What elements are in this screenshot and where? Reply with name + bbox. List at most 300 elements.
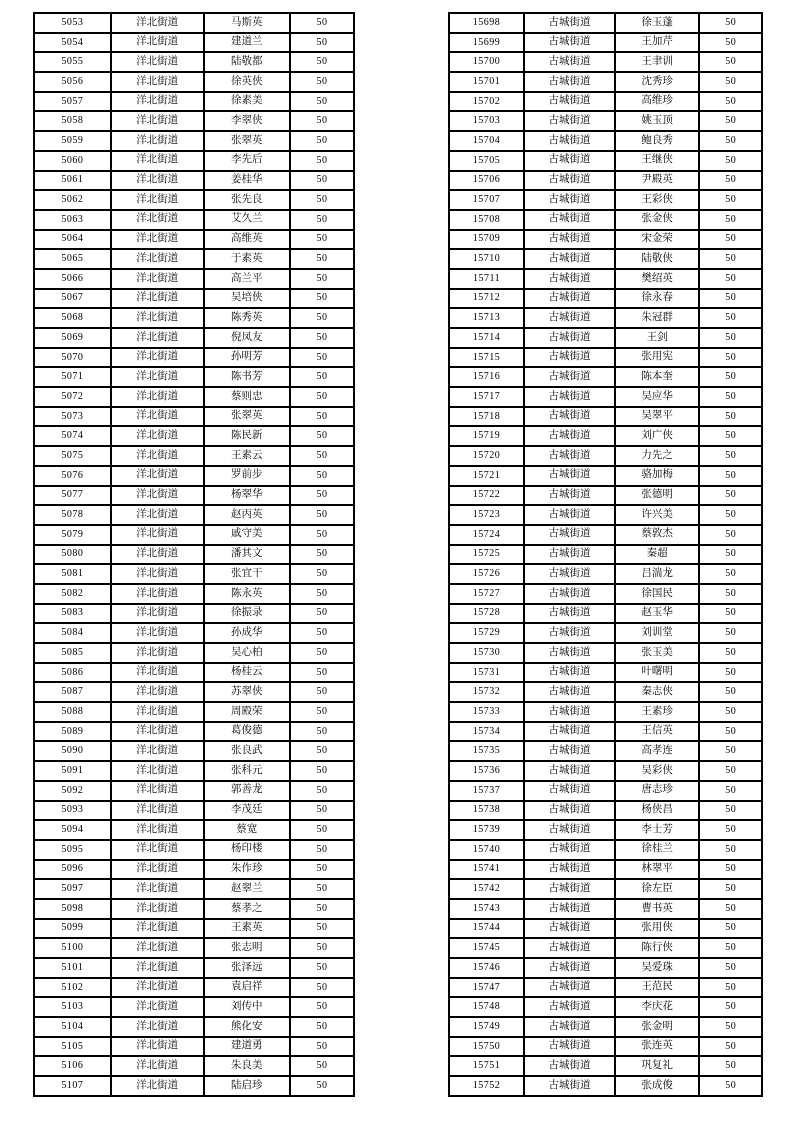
person-name-cell: 蔡敦杰 [615, 525, 700, 545]
row-id-cell: 15710 [449, 249, 524, 269]
person-name-cell: 袁启祥 [204, 978, 290, 998]
amount-cell: 50 [290, 958, 354, 978]
street-cell: 洋北街道 [111, 564, 204, 584]
amount-cell: 50 [290, 1017, 354, 1037]
street-cell: 古城街道 [524, 978, 615, 998]
row-id-cell: 15698 [449, 13, 524, 33]
table-row [449, 702, 762, 722]
person-name-cell: 唐志珍 [615, 781, 700, 801]
person-name-cell: 吴应华 [615, 387, 700, 407]
street-cell: 古城街道 [524, 348, 615, 368]
street-cell: 古城街道 [524, 505, 615, 525]
person-name-cell: 姜桂华 [204, 171, 290, 191]
table-row [34, 13, 354, 33]
street-cell: 古城街道 [524, 289, 615, 309]
amount-cell: 50 [290, 1056, 354, 1076]
street-cell: 古城街道 [524, 781, 615, 801]
table-row [34, 545, 354, 565]
person-name-cell: 张用宪 [615, 348, 700, 368]
amount-cell: 50 [699, 761, 762, 781]
person-name-cell: 张金明 [615, 1017, 700, 1037]
street-cell: 古城街道 [524, 702, 615, 722]
street-cell: 古城街道 [524, 682, 615, 702]
row-id-cell: 15751 [449, 1056, 524, 1076]
person-name-cell: 郭善龙 [204, 781, 290, 801]
table-row [34, 938, 354, 958]
street-cell: 洋北街道 [111, 289, 204, 309]
row-id-cell: 5098 [34, 899, 111, 919]
amount-cell: 50 [290, 505, 354, 525]
table-row [34, 407, 354, 427]
table-row [449, 722, 762, 742]
person-name-cell: 王继侠 [615, 151, 700, 171]
table-row [34, 761, 354, 781]
table-row [449, 72, 762, 92]
person-name-cell: 王范民 [615, 978, 700, 998]
amount-cell: 50 [699, 643, 762, 663]
row-id-cell: 5067 [34, 289, 111, 309]
person-name-cell: 戚守美 [204, 525, 290, 545]
table-row [449, 367, 762, 387]
street-cell: 洋北街道 [111, 879, 204, 899]
table-row [34, 486, 354, 506]
amount-cell: 50 [290, 1037, 354, 1057]
table-row [34, 328, 354, 348]
row-id-cell: 5076 [34, 466, 111, 486]
table-row [34, 722, 354, 742]
row-id-cell: 15733 [449, 702, 524, 722]
table-row [449, 328, 762, 348]
amount-cell: 50 [290, 682, 354, 702]
street-cell: 古城街道 [524, 72, 615, 92]
row-id-cell: 15720 [449, 446, 524, 466]
amount-cell: 50 [699, 131, 762, 151]
amount-cell: 50 [290, 52, 354, 72]
table-row [34, 1076, 354, 1096]
table-row [34, 446, 354, 466]
row-id-cell: 5100 [34, 938, 111, 958]
amount-cell: 50 [290, 171, 354, 191]
amount-cell: 50 [699, 387, 762, 407]
table-row [34, 682, 354, 702]
amount-cell: 50 [290, 722, 354, 742]
person-name-cell: 骆加梅 [615, 466, 700, 486]
amount-cell: 50 [699, 702, 762, 722]
street-cell: 古城街道 [524, 387, 615, 407]
person-name-cell: 葛俊德 [204, 722, 290, 742]
amount-cell: 50 [699, 407, 762, 427]
row-id-cell: 15741 [449, 860, 524, 880]
amount-cell: 50 [290, 525, 354, 545]
table-row [449, 466, 762, 486]
person-name-cell: 李庆花 [615, 997, 700, 1017]
person-name-cell: 王信英 [615, 722, 700, 742]
amount-cell: 50 [290, 328, 354, 348]
amount-cell: 50 [290, 426, 354, 446]
row-id-cell: 15709 [449, 230, 524, 250]
person-name-cell: 赵玉华 [615, 604, 700, 624]
amount-cell: 50 [699, 840, 762, 860]
street-cell: 古城街道 [524, 860, 615, 880]
table-row [34, 702, 354, 722]
amount-cell: 50 [290, 111, 354, 131]
person-name-cell: 张翠英 [204, 407, 290, 427]
amount-cell: 50 [699, 348, 762, 368]
amount-cell: 50 [699, 367, 762, 387]
amount-cell: 50 [699, 72, 762, 92]
row-id-cell: 15706 [449, 171, 524, 191]
person-name-cell: 张用侠 [615, 919, 700, 939]
row-id-cell: 15711 [449, 269, 524, 289]
street-cell: 洋北街道 [111, 761, 204, 781]
row-id-cell: 5069 [34, 328, 111, 348]
table-row [34, 230, 354, 250]
street-cell: 古城街道 [524, 52, 615, 72]
street-cell: 洋北街道 [111, 820, 204, 840]
table-row [449, 289, 762, 309]
table-row [34, 1017, 354, 1037]
row-id-cell: 15722 [449, 486, 524, 506]
person-name-cell: 张先良 [204, 190, 290, 210]
street-cell: 洋北街道 [111, 643, 204, 663]
row-id-cell: 5074 [34, 426, 111, 446]
table-row [449, 190, 762, 210]
row-id-cell: 15726 [449, 564, 524, 584]
row-id-cell: 5054 [34, 33, 111, 53]
amount-cell: 50 [290, 151, 354, 171]
amount-cell: 50 [290, 249, 354, 269]
street-cell: 洋北街道 [111, 545, 204, 565]
street-cell: 古城街道 [524, 367, 615, 387]
person-name-cell: 徐国民 [615, 584, 700, 604]
row-id-cell: 5078 [34, 505, 111, 525]
table-row [34, 111, 354, 131]
table-row [449, 879, 762, 899]
row-id-cell: 5086 [34, 663, 111, 683]
amount-cell: 50 [290, 997, 354, 1017]
person-name-cell: 孙明芳 [204, 348, 290, 368]
table-row [449, 840, 762, 860]
row-id-cell: 15724 [449, 525, 524, 545]
street-cell: 古城街道 [524, 151, 615, 171]
row-id-cell: 5087 [34, 682, 111, 702]
person-name-cell: 陈本奎 [615, 367, 700, 387]
street-cell: 古城街道 [524, 466, 615, 486]
row-id-cell: 5073 [34, 407, 111, 427]
row-id-cell: 5062 [34, 190, 111, 210]
street-cell: 洋北街道 [111, 1076, 204, 1096]
amount-cell: 50 [290, 367, 354, 387]
person-name-cell: 张良武 [204, 741, 290, 761]
person-name-cell: 高维英 [204, 230, 290, 250]
table-row [449, 801, 762, 821]
table-row [34, 663, 354, 683]
row-id-cell: 15716 [449, 367, 524, 387]
table-row [34, 131, 354, 151]
street-cell: 古城街道 [524, 545, 615, 565]
person-name-cell: 张玉美 [615, 643, 700, 663]
amount-cell: 50 [290, 840, 354, 860]
person-name-cell: 朱冠群 [615, 308, 700, 328]
table-row [449, 111, 762, 131]
amount-cell: 50 [699, 210, 762, 230]
row-id-cell: 5091 [34, 761, 111, 781]
row-id-cell: 5065 [34, 249, 111, 269]
person-name-cell: 张科元 [204, 761, 290, 781]
person-name-cell: 王素英 [204, 919, 290, 939]
street-cell: 古城街道 [524, 308, 615, 328]
person-name-cell: 沈秀珍 [615, 72, 700, 92]
person-name-cell: 徐振录 [204, 604, 290, 624]
table-row [449, 131, 762, 151]
amount-cell: 50 [699, 820, 762, 840]
table-row [449, 1017, 762, 1037]
street-cell: 古城街道 [524, 722, 615, 742]
person-name-cell: 张泽远 [204, 958, 290, 978]
street-cell: 洋北街道 [111, 978, 204, 998]
amount-cell: 50 [290, 761, 354, 781]
person-name-cell: 张连英 [615, 1037, 700, 1057]
person-name-cell: 吴爱珠 [615, 958, 700, 978]
street-cell: 洋北街道 [111, 171, 204, 191]
person-name-cell: 秦志侠 [615, 682, 700, 702]
street-cell: 古城街道 [524, 131, 615, 151]
row-id-cell: 15725 [449, 545, 524, 565]
amount-cell: 50 [290, 289, 354, 309]
amount-cell: 50 [290, 466, 354, 486]
street-cell: 洋北街道 [111, 151, 204, 171]
row-id-cell: 15740 [449, 840, 524, 860]
person-name-cell: 杨翠华 [204, 486, 290, 506]
street-cell: 古城街道 [524, 407, 615, 427]
amount-cell: 50 [290, 860, 354, 880]
street-cell: 洋北街道 [111, 840, 204, 860]
amount-cell: 50 [290, 899, 354, 919]
person-name-cell: 徐英侠 [204, 72, 290, 92]
street-cell: 古城街道 [524, 1056, 615, 1076]
amount-cell: 50 [290, 348, 354, 368]
table-row [449, 682, 762, 702]
table-row [34, 72, 354, 92]
street-cell: 古城街道 [524, 13, 615, 33]
person-name-cell: 刘广侠 [615, 426, 700, 446]
person-name-cell: 王素云 [204, 446, 290, 466]
row-id-cell: 15705 [449, 151, 524, 171]
street-cell: 洋北街道 [111, 52, 204, 72]
row-id-cell: 15729 [449, 623, 524, 643]
row-id-cell: 5064 [34, 230, 111, 250]
row-id-cell: 5103 [34, 997, 111, 1017]
person-name-cell: 蔡宽 [204, 820, 290, 840]
street-cell: 洋北街道 [111, 407, 204, 427]
person-name-cell: 杨印楼 [204, 840, 290, 860]
row-id-cell: 5059 [34, 131, 111, 151]
table-row [449, 33, 762, 53]
row-id-cell: 5081 [34, 564, 111, 584]
amount-cell: 50 [290, 131, 354, 151]
table-row [449, 1076, 762, 1096]
table-row [449, 958, 762, 978]
amount-cell: 50 [699, 958, 762, 978]
table-row [449, 210, 762, 230]
street-cell: 洋北街道 [111, 249, 204, 269]
amount-cell: 50 [290, 741, 354, 761]
amount-cell: 50 [699, 328, 762, 348]
row-id-cell: 15738 [449, 801, 524, 821]
person-name-cell: 王素珍 [615, 702, 700, 722]
street-cell: 洋北街道 [111, 466, 204, 486]
row-id-cell: 15704 [449, 131, 524, 151]
row-id-cell: 15708 [449, 210, 524, 230]
row-id-cell: 15703 [449, 111, 524, 131]
row-id-cell: 15739 [449, 820, 524, 840]
row-id-cell: 5080 [34, 545, 111, 565]
person-name-cell: 姚玉顶 [615, 111, 700, 131]
street-cell: 洋北街道 [111, 663, 204, 683]
amount-cell: 50 [699, 249, 762, 269]
street-cell: 洋北街道 [111, 722, 204, 742]
street-cell: 洋北街道 [111, 919, 204, 939]
person-name-cell: 王剑 [615, 328, 700, 348]
amount-cell: 50 [699, 564, 762, 584]
amount-cell: 50 [290, 781, 354, 801]
table-row [449, 486, 762, 506]
amount-cell: 50 [290, 230, 354, 250]
street-cell: 洋北街道 [111, 33, 204, 53]
street-cell: 古城街道 [524, 525, 615, 545]
person-name-cell: 许兴美 [615, 505, 700, 525]
street-cell: 古城街道 [524, 801, 615, 821]
table-row [34, 623, 354, 643]
street-cell: 古城街道 [524, 171, 615, 191]
street-cell: 洋北街道 [111, 899, 204, 919]
person-name-cell: 高维珍 [615, 92, 700, 112]
roster-table-right-body [449, 13, 762, 1096]
street-cell: 洋北街道 [111, 1056, 204, 1076]
street-cell: 洋北街道 [111, 190, 204, 210]
person-name-cell: 巩复礼 [615, 1056, 700, 1076]
row-id-cell: 15699 [449, 33, 524, 53]
person-name-cell: 李翠侠 [204, 111, 290, 131]
person-name-cell: 高孝连 [615, 741, 700, 761]
person-name-cell: 王聿训 [615, 52, 700, 72]
amount-cell: 50 [699, 171, 762, 191]
person-name-cell: 吴培侠 [204, 289, 290, 309]
amount-cell: 50 [699, 308, 762, 328]
street-cell: 洋北街道 [111, 682, 204, 702]
person-name-cell: 倪凤友 [204, 328, 290, 348]
table-row [449, 938, 762, 958]
amount-cell: 50 [699, 13, 762, 33]
row-id-cell: 5085 [34, 643, 111, 663]
person-name-cell: 高兰平 [204, 269, 290, 289]
amount-cell: 50 [699, 919, 762, 939]
street-cell: 洋北街道 [111, 801, 204, 821]
street-cell: 古城街道 [524, 92, 615, 112]
table-row [34, 190, 354, 210]
street-cell: 洋北街道 [111, 111, 204, 131]
table-row [449, 230, 762, 250]
street-cell: 洋北街道 [111, 702, 204, 722]
street-cell: 洋北街道 [111, 604, 204, 624]
person-name-cell: 于素英 [204, 249, 290, 269]
amount-cell: 50 [290, 643, 354, 663]
row-id-cell: 5066 [34, 269, 111, 289]
street-cell: 古城街道 [524, 958, 615, 978]
table-row [449, 407, 762, 427]
street-cell: 洋北街道 [111, 623, 204, 643]
person-name-cell: 张德明 [615, 486, 700, 506]
street-cell: 古城街道 [524, 1076, 615, 1096]
row-id-cell: 15736 [449, 761, 524, 781]
table-row [449, 1056, 762, 1076]
street-cell: 古城街道 [524, 761, 615, 781]
amount-cell: 50 [699, 1037, 762, 1057]
amount-cell: 50 [699, 899, 762, 919]
amount-cell: 50 [699, 505, 762, 525]
amount-cell: 50 [699, 1076, 762, 1096]
table-row [34, 92, 354, 112]
amount-cell: 50 [699, 741, 762, 761]
table-row [449, 171, 762, 191]
table-row [449, 604, 762, 624]
table-row [449, 997, 762, 1017]
row-id-cell: 5089 [34, 722, 111, 742]
table-row [449, 151, 762, 171]
street-cell: 古城街道 [524, 879, 615, 899]
row-id-cell: 5082 [34, 584, 111, 604]
amount-cell: 50 [290, 210, 354, 230]
street-cell: 洋北街道 [111, 938, 204, 958]
street-cell: 古城街道 [524, 328, 615, 348]
person-name-cell: 杨桂云 [204, 663, 290, 683]
row-id-cell: 15752 [449, 1076, 524, 1096]
person-name-cell: 李士芳 [615, 820, 700, 840]
row-id-cell: 5063 [34, 210, 111, 230]
table-row [34, 466, 354, 486]
table-row [34, 525, 354, 545]
person-name-cell: 徐玉蓬 [615, 13, 700, 33]
row-id-cell: 5068 [34, 308, 111, 328]
street-cell: 洋北街道 [111, 1037, 204, 1057]
table-row [34, 978, 354, 998]
table-row [34, 348, 354, 368]
row-id-cell: 5071 [34, 367, 111, 387]
person-name-cell: 艾久兰 [204, 210, 290, 230]
street-cell: 洋北街道 [111, 308, 204, 328]
row-id-cell: 15735 [449, 741, 524, 761]
row-id-cell: 5083 [34, 604, 111, 624]
row-id-cell: 15712 [449, 289, 524, 309]
row-id-cell: 5077 [34, 486, 111, 506]
amount-cell: 50 [699, 1056, 762, 1076]
row-id-cell: 15730 [449, 643, 524, 663]
person-name-cell: 尹殿英 [615, 171, 700, 191]
amount-cell: 50 [290, 33, 354, 53]
person-name-cell: 马斯英 [204, 13, 290, 33]
row-id-cell: 15702 [449, 92, 524, 112]
row-id-cell: 5107 [34, 1076, 111, 1096]
street-cell: 洋北街道 [111, 348, 204, 368]
person-name-cell: 鲍良秀 [615, 131, 700, 151]
amount-cell: 50 [290, 584, 354, 604]
roster-table-left [33, 12, 355, 1097]
row-id-cell: 15745 [449, 938, 524, 958]
table-row [449, 860, 762, 880]
person-name-cell: 徐永春 [615, 289, 700, 309]
person-name-cell: 陈行侠 [615, 938, 700, 958]
row-id-cell: 5060 [34, 151, 111, 171]
